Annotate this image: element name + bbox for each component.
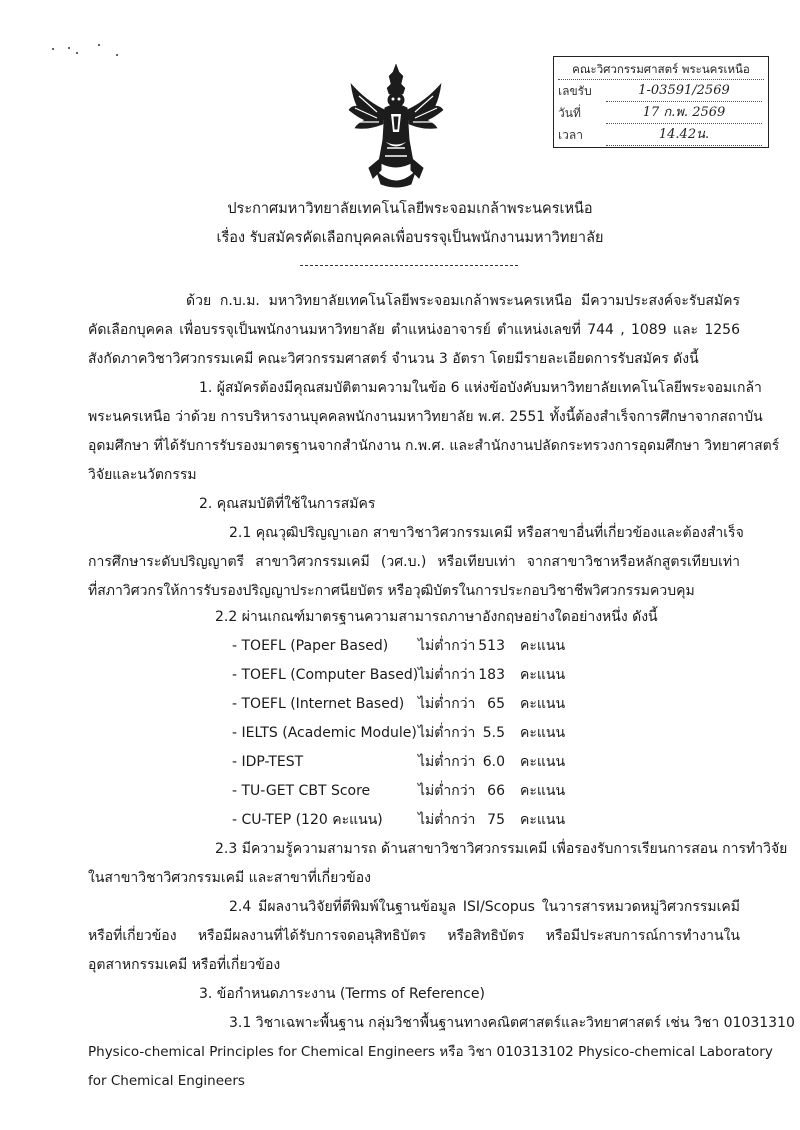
item2-1-line: การศึกษาระดับปริญญาตรี สาขาวิศวกรรมเคมี (วศ.บ.) หรือเทียบเท่า จากสาขาวิชาหรือหลักสูตรเทียบเท่า [88, 554, 740, 570]
score-value: 6.0 [482, 754, 505, 770]
stamp-time-label: เวลา [558, 128, 583, 142]
intro-line: คัดเลือกบุคคล เพื่อบรรจุเป็นพนักงานมหาวิทยาลัย ตำแหน่งอาจารย์ ตำแหน่งเลขที่ 744 , 1089 และ 1256 [88, 322, 740, 338]
item1-line: 1. ผู้สมัครต้องมีคุณสมบัติตามความในข้อ 6 แห่งข้อบังคับมหาวิทยาลัยเทคโนโลยีพระจอมเกล้า [199, 380, 762, 396]
score-test-name: - TU-GET CBT Score [232, 783, 371, 799]
stamp-receive-no: 1-03591/2569 [606, 81, 762, 102]
item3-heading: 3. ข้อกำหนดภาระงาน (Terms of Reference) [199, 986, 485, 1002]
score-unit: คะแนน [520, 783, 566, 799]
score-limit: ไม่ต่ำกว่า [418, 638, 476, 654]
score-unit: คะแนน [520, 754, 566, 770]
stamp-time: 14.42น. [606, 125, 762, 146]
intro-line: สังกัดภาควิชาวิศวกรรมเคมี คณะวิศวกรรมศาสตร์ จำนวน 3 อัตรา โดยมีรายละเอียดการรับสมัคร ดังนี้ [88, 351, 699, 367]
score-unit: คะแนน [520, 725, 566, 741]
scan-speck [68, 47, 70, 49]
garuda-emblem-icon [347, 62, 445, 190]
score-value: 75 [487, 812, 505, 828]
score-unit: คะแนน [520, 667, 566, 683]
item2-3-line: ในสาขาวิชาวิศวกรรมเคมี และสาขาที่เกี่ยวข้อง [88, 870, 371, 886]
item2-4-line: 2.4 มีผลงานวิจัยที่ตีพิมพ์ในฐานข้อมูล ISI/Scopus ในวารสารหมวดหมู่วิศวกรรมเคมี [229, 899, 740, 915]
score-value: 65 [487, 696, 505, 712]
item3-1-line: Physico-chemical Principles for Chemical Engineers หรือ วิชา 010313102 Physico-chemical Laboratory [88, 1044, 773, 1060]
score-limit: ไม่ต่ำกว่า [418, 812, 476, 828]
intro-line: ด้วย ก.บ.ม. มหาวิทยาลัยเทคโนโลยีพระจอมเกล้าพระนครเหนือ มีความประสงค์จะรับสมัคร [186, 293, 740, 309]
item3-1-line: for Chemical Engineers [88, 1073, 245, 1089]
score-value: 183 [478, 667, 505, 683]
scan-speck [52, 48, 54, 50]
item2-2-heading: 2.2 ผ่านเกณฑ์มาตรฐานความสามารถภาษาอังกฤษอย่างใดอย่างหนึ่ง ดังนี้ [215, 609, 658, 625]
announcement-title: ประกาศมหาวิทยาลัยเทคโนโลยีพระจอมเกล้าพระนครเหนือ [227, 201, 593, 217]
score-test-name: - CU-TEP (120 คะแนน) [232, 812, 383, 828]
item1-line: พระนครเหนือ ว่าด้วย การบริหารงานบุคคลพนักงานมหาวิทยาลัย พ.ศ. 2551 ทั้งนี้ต้องสำเร็จการศึกษาจากสถาบัน [88, 409, 763, 425]
item1-line: วิจัยและนวัตกรรม [88, 467, 197, 483]
scan-speck [116, 54, 118, 56]
score-test-name: - IELTS (Academic Module) [232, 725, 417, 741]
score-value: 513 [478, 638, 505, 654]
score-test-name: - TOEFL (Paper Based) [232, 638, 389, 654]
scan-speck [98, 44, 100, 46]
item2-1-line: 2.1 คุณวุฒิปริญญาเอก สาขาวิชาวิศวกรรมเคมี หรือสาขาอื่นที่เกี่ยวข้องและต้องสำเร็จ [229, 525, 744, 541]
score-value: 66 [487, 783, 505, 799]
stamp-date: 17 ก.พ. 2569 [606, 103, 762, 124]
received-stamp [553, 56, 769, 148]
score-limit: ไม่ต่ำกว่า [418, 696, 476, 712]
score-limit: ไม่ต่ำกว่า [418, 783, 476, 799]
title-divider [300, 265, 518, 266]
item2-3-line: 2.3 มีความรู้ความสามารถ ด้านสาขาวิชาวิศวกรรมเคมี เพื่อรองรับการเรียนการสอน การทำวิจัย [215, 841, 788, 857]
score-test-name: - IDP-TEST [232, 754, 304, 770]
score-unit: คะแนน [520, 696, 566, 712]
stamp-office: คณะวิศวกรรมศาสตร์ พระนครเหนือ [558, 59, 764, 80]
item2-4-line: หรือที่เกี่ยวข้อง หรือมีผลงานที่ได้รับการจดอนุสิทธิบัตร หรือสิทธิบัตร หรือมีประสบการณ์การทำงานใน [88, 928, 740, 944]
score-test-name: - TOEFL (Internet Based) [232, 696, 405, 712]
score-value: 5.5 [482, 725, 505, 741]
score-unit: คะแนน [520, 638, 566, 654]
item2-1-line: ที่สภาวิศวกรให้การรับรองปริญญาประกาศนียบัตร หรือวุฒิบัตรในการประกอบวิชาชีพวิศวกรรมควบคุม [88, 583, 695, 599]
score-limit: ไม่ต่ำกว่า [418, 667, 476, 683]
item1-line: อุดมศึกษา ที่ได้รับการรับรองมาตรฐานจากสำนักงาน ก.พ.ศ. และสำนักงานปลัดกระทรวงการอุดมศึกษา วิทยาศาสตร์ [88, 438, 780, 454]
score-limit: ไม่ต่ำกว่า [418, 725, 476, 741]
score-unit: คะแนน [520, 812, 566, 828]
item2-heading: 2. คุณสมบัติที่ใช้ในการสมัคร [199, 496, 376, 512]
announcement-subject: เรื่อง รับสมัครคัดเลือกบุคคลเพื่อบรรจุเป็นพนักงานมหาวิทยาลัย [216, 230, 604, 246]
score-limit: ไม่ต่ำกว่า [418, 754, 476, 770]
item2-4-line: อุตสาหกรรมเคมี หรือที่เกี่ยวข้อง [88, 957, 281, 973]
scan-speck [76, 52, 78, 54]
stamp-date-label: วันที่ [558, 106, 581, 120]
score-test-name: - TOEFL (Computer Based) [232, 667, 419, 683]
item3-1-line: 3.1 วิชาเฉพาะพื้นฐาน กลุ่มวิชาพื้นฐานทางคณิตศาสตร์และวิทยาศาสตร์ เช่น วิชา 01031310 [229, 1015, 795, 1031]
stamp-receive-label: เลขรับ [558, 84, 592, 98]
